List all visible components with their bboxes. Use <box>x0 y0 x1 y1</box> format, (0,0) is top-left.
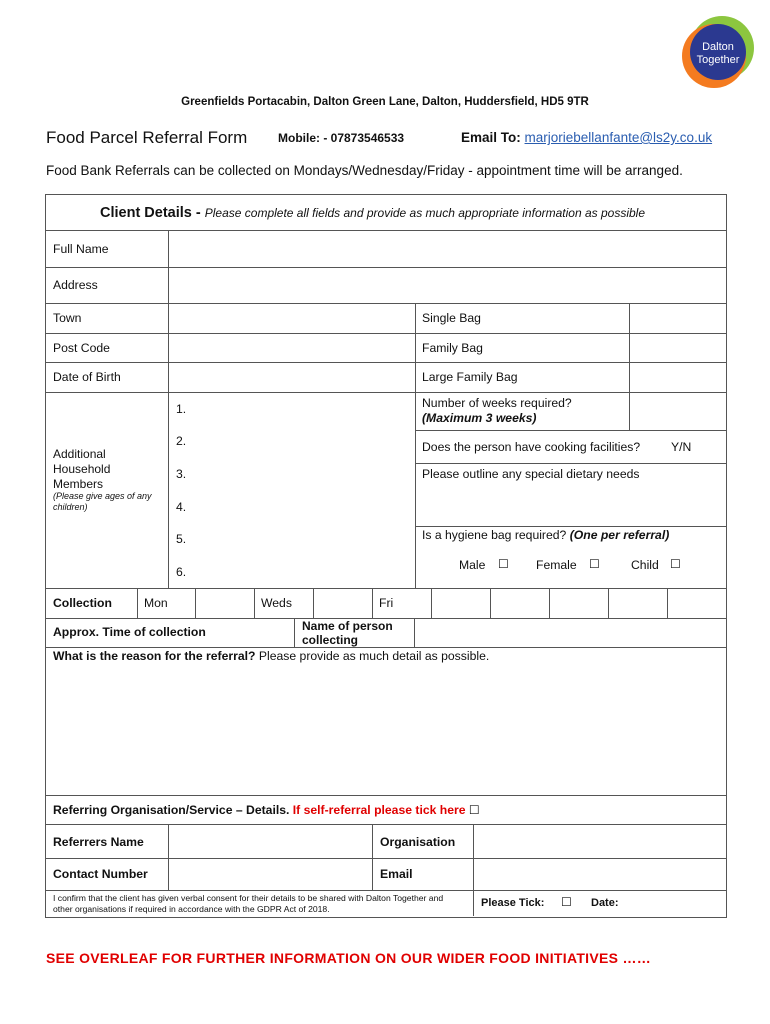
family-bag-field[interactable] <box>630 334 726 362</box>
household-member-2[interactable]: 2. <box>176 434 187 448</box>
email-link[interactable]: marjoriebellanfante@ls2y.co.uk <box>524 130 713 145</box>
self-referral-checkbox[interactable]: ☐ <box>468 803 480 817</box>
reason-field[interactable] <box>46 666 726 794</box>
cooking-facilities-label: Does the person have cooking facilities? <box>422 440 641 454</box>
email-label: Email To: <box>461 130 521 145</box>
logo-line1: Dalton <box>702 41 734 53</box>
post-code-label: Post Code <box>53 341 110 355</box>
contact-number-label: Contact Number <box>53 867 148 881</box>
client-details-subheading: Please complete all fields and provide as much appropriate information as possible <box>204 206 645 220</box>
dob-field[interactable] <box>169 363 414 392</box>
full-name-field[interactable] <box>169 231 726 267</box>
household-note: (Please give ages of any children) <box>53 491 152 512</box>
person-collecting-label: Name of person collecting <box>302 619 393 647</box>
collection-weds-field[interactable] <box>314 589 371 618</box>
female-checkbox[interactable]: ☐ <box>589 557 600 571</box>
single-bag-field[interactable] <box>630 304 726 333</box>
consent-statement: I confirm that the client has given verbal consent for their details to be shared with Dalton Together and other organisations if required in accordance with the GDPR Act of 2018. <box>53 893 444 914</box>
address-field[interactable] <box>169 268 726 303</box>
organisation-field[interactable] <box>474 825 726 858</box>
child-checkbox[interactable]: ☐ <box>670 557 681 571</box>
collection-weds: Weds <box>261 596 292 610</box>
mobile-number: Mobile: - 07873546533 <box>278 131 405 145</box>
dietary-needs-label: Please outline any special dietary needs <box>422 467 640 481</box>
referrer-name-label: Referrers Name <box>53 835 144 849</box>
cooking-yn[interactable]: Y/N <box>671 440 692 454</box>
single-bag-label: Single Bag <box>422 311 481 325</box>
large-family-bag-label: Large Family Bag <box>422 370 518 384</box>
reason-label: What is the reason for the referral? <box>53 649 256 663</box>
org-address: Greenfields Portacabin, Dalton Green Lane, Dalton, Huddersfield, HD5 9TR <box>181 96 589 108</box>
form-title: Food Parcel Referral Form <box>46 128 248 147</box>
client-details-header <box>100 205 645 221</box>
reason-question <box>53 649 489 663</box>
email-field[interactable] <box>474 859 726 890</box>
referrer-name-field[interactable] <box>169 825 371 858</box>
collection-fri: Fri <box>379 596 394 610</box>
collection-time-field[interactable] <box>215 619 293 647</box>
weeks-max-note: (Maximum 3 weeks) <box>422 411 537 425</box>
contact-number-field[interactable] <box>169 859 371 890</box>
organisation-label: Organisation <box>380 835 456 849</box>
family-bag-label: Family Bag <box>422 341 483 355</box>
date-field[interactable] <box>625 891 725 915</box>
date-label: Date: <box>591 897 619 909</box>
collection-mon: Mon <box>144 596 168 610</box>
male-label: Male <box>459 558 486 572</box>
household-member-3[interactable]: 3. <box>176 467 187 481</box>
female-label: Female <box>536 558 577 572</box>
household-member-4[interactable]: 4. <box>176 500 187 514</box>
consent-checkbox[interactable]: ☐ <box>561 895 572 909</box>
collection-label: Collection <box>53 596 112 610</box>
household-member-6[interactable]: 6. <box>176 565 187 579</box>
collection-fri-field[interactable] <box>432 589 489 618</box>
hygiene-bag-note: (One per referral) <box>569 528 670 542</box>
email-label-row: Email <box>380 867 413 881</box>
self-referral-label: If self-referral please tick here <box>292 803 466 817</box>
referrer-heading-row <box>53 803 480 817</box>
hygiene-bag-question <box>422 528 669 542</box>
town-label: Town <box>53 311 82 325</box>
dob-label: Date of Birth <box>53 370 121 384</box>
please-tick-label: Please Tick: <box>481 897 545 909</box>
collection-note: Food Bank Referrals can be collected on Mondays/Wednesday/Friday - appointment time will be arranged. <box>46 163 683 178</box>
footer-note: SEE OVERLEAF FOR FURTHER INFORMATION ON OUR WIDER FOOD INITIATIVES …… <box>46 950 652 966</box>
child-label: Child <box>631 558 659 572</box>
referrer-heading: Referring Organisation/Service – Details. <box>53 803 290 817</box>
email-to <box>461 130 712 145</box>
post-code-field[interactable] <box>169 334 414 362</box>
household-member-5[interactable]: 5. <box>176 532 187 546</box>
address-label: Address <box>53 278 98 292</box>
hygiene-bag-label: Is a hygiene bag required? <box>422 528 567 542</box>
weeks-required-label: Number of weeks required? <box>422 396 572 410</box>
person-collecting-field[interactable] <box>415 619 726 647</box>
dietary-needs-field[interactable] <box>416 482 726 525</box>
collection-time-label: Approx. Time of collection <box>53 625 206 639</box>
town-field[interactable] <box>169 304 414 333</box>
large-family-bag-field[interactable] <box>630 363 726 392</box>
household-label: Additional Household Members <box>53 447 111 491</box>
client-details-heading: Client Details - <box>100 205 201 221</box>
weeks-required-field[interactable] <box>630 393 726 430</box>
reason-detail: Please provide as much detail as possible. <box>258 649 490 663</box>
logo-line2: Together <box>696 54 740 66</box>
dalton-together-logo <box>678 12 758 92</box>
male-checkbox[interactable]: ☐ <box>498 557 509 571</box>
household-member-1[interactable]: 1. <box>176 402 187 416</box>
collection-mon-field[interactable] <box>196 589 253 618</box>
full-name-label: Full Name <box>53 242 109 256</box>
